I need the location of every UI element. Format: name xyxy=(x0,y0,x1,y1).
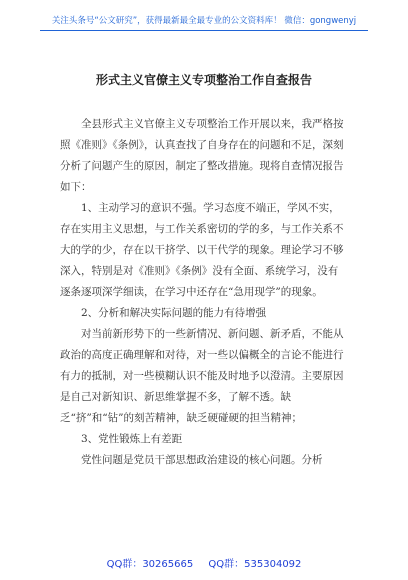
item-1-paragraph: 1、主动学习的意识不强。学习态度不端正，学风不实，存在实用主义思想，与工作关系密切的学的多，与工作关系不大的学的少，存在以干挤学、以干代学的现象。理论学习不够深入，特别是对《准则》《条例》没有全面、系统学习，没有逐条逐项深学细读，在学习中还存在“急用现学”的现象。 xyxy=(60,202,344,298)
document-title: 形式主义官僚主义专项整治工作自查报告 xyxy=(95,73,312,87)
footer-qq-group-2: QQ群：535304092 xyxy=(208,559,302,570)
header-banner: 关注头条号“公文研究”，获得最新最全最专业的公文资料库！ 微信：gongwenyj xyxy=(51,16,357,26)
footer xyxy=(0,555,408,570)
item-2-paragraph: 对当前新形势下的一些新情况、新问题、新矛盾，不能从政治的高度正确理解和对待，对一些以偏概全的言论不能进行有力的抵制，对一些模糊认识不能及时地予以澄清。主要原因是自己对新知识、新思维掌握不多，了解不透。缺乏“挤”和“钻”的刻苦精神，缺乏硬碰硬的担当精神； xyxy=(60,328,344,424)
document-body xyxy=(60,114,348,471)
footer-qq-group-1: QQ群：30265665 xyxy=(106,559,194,570)
intro-paragraph: 全县形式主义官僚主义专项整治工作开展以来，我严格按照《准则》《条例》，认真查找了自身存在的问题和不足，深刻分析了问题产生的原因，制定了整改措施。现将自查情况报告如下： xyxy=(60,118,344,193)
header-divider xyxy=(40,30,368,31)
item-3-heading: 3、党性锻炼上有差距 xyxy=(81,433,183,445)
item-3-paragraph: 党性问题是党员干部思想政治建设的核心问题。分析 xyxy=(81,454,323,466)
item-2-heading: 2、分析和解决实际问题的能力有待增强 xyxy=(81,307,267,319)
